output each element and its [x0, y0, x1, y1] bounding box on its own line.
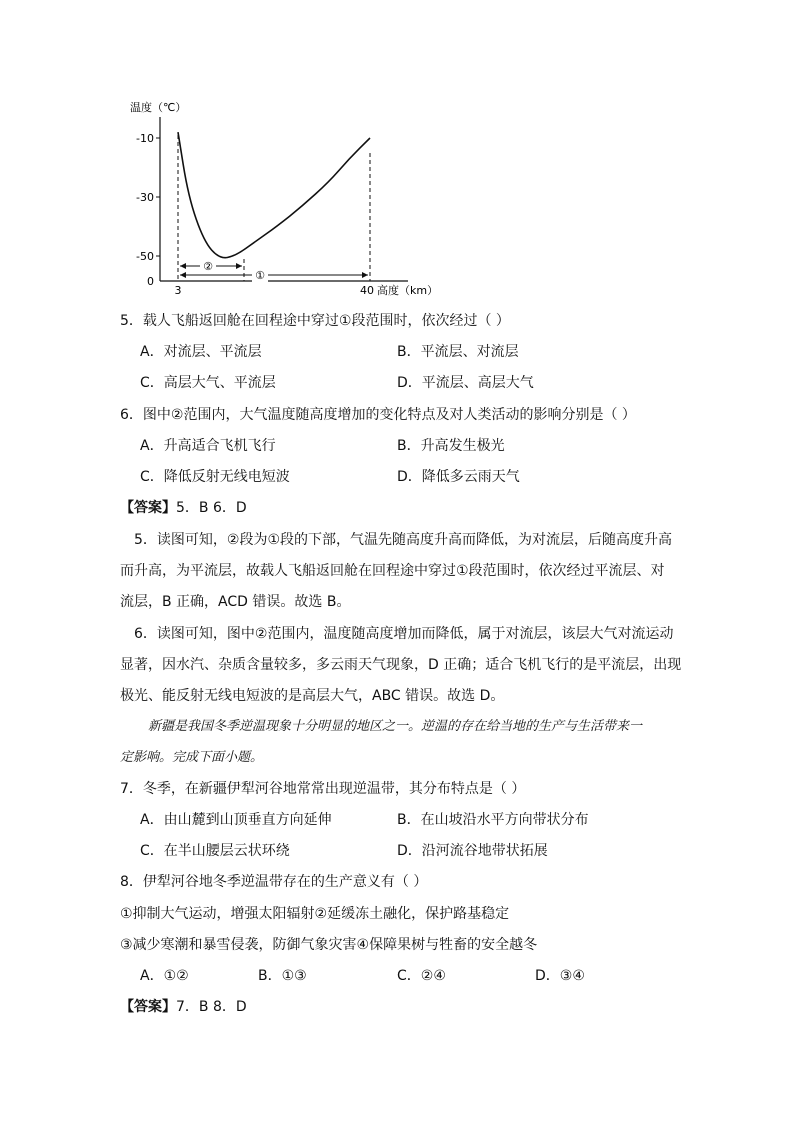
- question-7-option-d: D．沿河流谷地带状拓展: [397, 843, 548, 859]
- question-8-items-2: ③减少寒潮和暴雪侵袭，防御气象灾害④保障果树与牲畜的安全越冬: [120, 937, 538, 953]
- y-tick-label: -30: [136, 191, 154, 204]
- question-7-option-a: A．由山麓到山顶垂直方向延伸: [140, 812, 332, 828]
- question-8-option-d: D．③④: [535, 968, 585, 984]
- temperature-altitude-chart: [120, 95, 439, 300]
- question-5-stem: 5．载人飞船返回舱在回程途中穿过①段范围时，依次经过（ ）: [120, 313, 510, 329]
- explanation-5-line-1: 5．读图可知，②段为①段的下部，气温先随高度升高而降低，为对流层，后随高度升高: [134, 532, 673, 548]
- explanation-5-line-3: 流层，B 正确，ACD 错误。故选 B。: [120, 594, 351, 610]
- question-7-option-b: B．在山坡沿水平方向带状分布: [397, 812, 589, 828]
- question-5-option-b: B．平流层、对流层: [397, 344, 519, 360]
- answer-label: 【答案】: [120, 999, 176, 1015]
- explanation-6-line-2: 显著，因水汽、杂质含量较多，多云雨天气现象，D 正确；适合飞机飞行的是平流层，出现: [120, 657, 682, 673]
- explanation-6-line-3: 极光、能反射无线电短波的是高层大气，ABC 错误。故选 D。: [120, 688, 505, 704]
- answer-line-1: [120, 498, 247, 518]
- question-8-option-b: B．①③: [258, 968, 307, 984]
- question-6-option-c: C．降低反射无线电短波: [140, 469, 290, 485]
- question-7-option-c: C．在半山腰层云状环绕: [140, 843, 290, 859]
- answer-text: 5．B 6．D: [176, 500, 247, 516]
- range-1-arrowhead-right: [362, 272, 368, 278]
- question-7-stem: 7．冬季，在新疆伊犁河谷地常常出现逆温带，其分布特点是（ ）: [120, 781, 526, 797]
- question-8-option-c: C．②④: [397, 968, 446, 984]
- explanation-6-line-1: 6．读图可知，图中②范围内，温度随高度增加而降低，属于对流层，该层大气对流运动: [134, 626, 674, 642]
- question-6-option-b: B．升高发生极光: [397, 438, 505, 454]
- range-2-arrowhead-left: [180, 263, 186, 269]
- question-5-option-d: D．平流层、高层大气: [397, 375, 534, 391]
- y-tick-label: -10: [136, 132, 154, 145]
- question-8-option-a: A．①②: [140, 968, 189, 984]
- range-1-label: ①: [255, 269, 265, 282]
- question-6-option-d: D．降低多云雨天气: [397, 469, 520, 485]
- y-tick-label: 0: [147, 275, 154, 288]
- range-1-arrowhead-left: [180, 272, 186, 278]
- answer-line-2: [120, 997, 247, 1017]
- x-tick-label: 3: [174, 284, 182, 297]
- question-5-option-a: A．对流层、平流层: [140, 344, 262, 360]
- intro-line-1: 新疆是我国冬季逆温现象十分明显的地区之一。逆温的存在给当地的生产与生活带来一: [148, 719, 643, 734]
- range-2-label: ②: [203, 260, 213, 273]
- question-6-option-a: A．升高适合飞机飞行: [140, 438, 276, 454]
- x-tick-label: 40: [360, 284, 374, 297]
- question-6-stem: 6．图中②范围内，大气温度随高度增加的变化特点及对人类活动的影响分别是（ ）: [120, 407, 636, 423]
- question-8-items-1: ①抑制大气运动，增强太阳辐射②延缓冻土融化，保护路基稳定: [120, 906, 510, 922]
- range-2-arrowhead-right: [236, 263, 242, 269]
- temperature-curve: [178, 132, 370, 258]
- x-axis-label: 高度（km）: [377, 284, 439, 297]
- question-8-stem: 8．伊犁河谷地冬季逆温带存在的生产意义有（ ）: [120, 874, 428, 890]
- question-5-option-c: C．高层大气、平流层: [140, 375, 276, 391]
- intro-line-2: 定影响。完成下面小题。: [120, 750, 264, 765]
- answer-label: 【答案】: [120, 500, 176, 516]
- y-tick-label: -50: [136, 250, 154, 263]
- answer-text: 7．B 8．D: [176, 999, 247, 1015]
- explanation-5-line-2: 而升高，为平流层，故载人飞船返回舱在回程途中穿过①段范围时，依次经过平流层、对: [120, 563, 665, 579]
- y-axis-label: 温度（℃）: [130, 101, 187, 114]
